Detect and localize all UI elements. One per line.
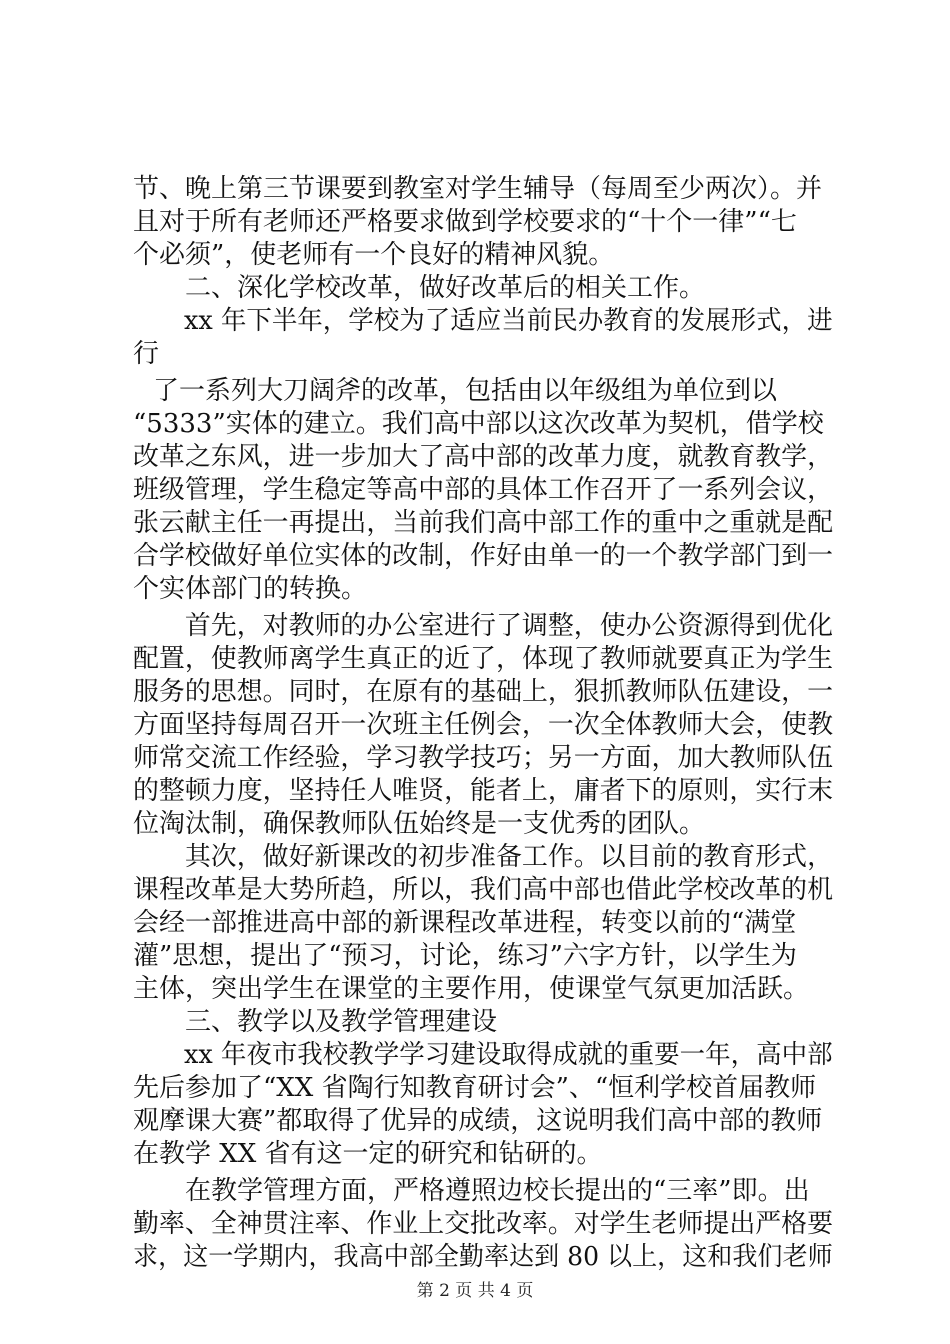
text-line: 班级管理，学生稳定等高中部的具体工作召开了一系列会议， [133, 475, 834, 505]
text-line: 位淘汰制，确保教师队伍始终是一支优秀的团队。 [133, 809, 706, 839]
text-line: 且对于所有老师还严格要求做到学校要求的“十个一律”“七 [133, 207, 797, 237]
document-body [133, 173, 833, 1274]
text-line: 在教学管理方面，严格遵照边校长提出的“三率”即。出 [185, 1176, 810, 1206]
text-line: 首先，对教师的办公室进行了调整，使办公资源得到优化 [184, 611, 834, 641]
text-line: 课程改革是大势所趋，所以，我们高中部也借此学校改革的机 [133, 875, 834, 905]
text-line: 求，这一学期内，我高中部全勤率达到 80 以上，这和我们老师 [133, 1242, 833, 1272]
text-line: 在教学 XX 省有这一定的研究和钻研的。 [133, 1139, 603, 1169]
text-line: 个必须”，使老师有一个良好的精神风貌。 [133, 240, 615, 270]
text-line: 灌”思想，提出了“预习，讨论，练习”六字方针，以学生为 [133, 941, 797, 971]
text-line: 节、晚上第三节课要到教室对学生辅导（每周至少两次）。并 [133, 174, 823, 204]
text-line: 合学校做好单位实体的改制，作好由单一的一个教学部门到一 [133, 541, 834, 571]
text-line: 的整顿力度，坚持任人唯贤，能者上，庸者下的原则，实行末 [133, 776, 834, 806]
text-line: “5333”实体的建立。我们高中部以这次改革为契机，借学校 [133, 409, 824, 439]
text-line: 改革之东风，进一步加大了高中部的改革力度，就教育教学， [133, 442, 834, 472]
text-line: 了一系列大刀阔斧的改革，包括由以年级组为单位到以 [153, 376, 778, 406]
text-line: 行 [133, 339, 160, 369]
text-line: 主体，突出学生在课堂的主要作用，使课堂气氛更加活跃。 [133, 974, 810, 1004]
text-line: 三、教学以及教学管理建设 [185, 1007, 498, 1037]
text-line: 二、深化学校改革，做好改革后的相关工作。 [185, 273, 706, 303]
text-line: 会经一部推进高中部的新课程改革进程，转变以前的“满堂 [133, 908, 797, 938]
page-number-footer: 第 2 页 共 4 页 [416, 1281, 534, 1301]
text-line: 先后参加了“XX 省陶行知教育研讨会”、“恒利学校首届教师 [133, 1073, 817, 1103]
text-line: 其次，做好新课改的初步准备工作。以目前的教育形式， [184, 842, 834, 872]
text-line: xx 年下半年，学校为了适应当前民办教育的发展形式，进 [183, 306, 833, 336]
text-line: 服务的思想。同时，在原有的基础上，狠抓教师队伍建设，一 [133, 677, 834, 707]
text-line: 方面坚持每周召开一次班主任例会，一次全体教师大会，使教 [133, 710, 834, 740]
text-line: 张云献主任一再提出，当前我们高中部工作的重中之重就是配 [133, 508, 834, 538]
text-line: xx 年夜市我校教学学习建设取得成就的重要一年，高中部 [183, 1040, 833, 1070]
text-line: 观摩课大赛”都取得了优异的成绩，这说明我们高中部的教师 [133, 1106, 823, 1136]
text-line: 配置，使教师离学生真正的近了，体现了教师就要真正为学生 [133, 644, 834, 674]
text-line: 勤率、全神贯注率、作业上交批改率。对学生老师提出严格要 [133, 1209, 834, 1239]
text-line: 个实体部门的转换。 [133, 574, 368, 604]
text-line: 师常交流工作经验，学习教学技巧；另一方面，加大教师队伍 [133, 743, 834, 773]
